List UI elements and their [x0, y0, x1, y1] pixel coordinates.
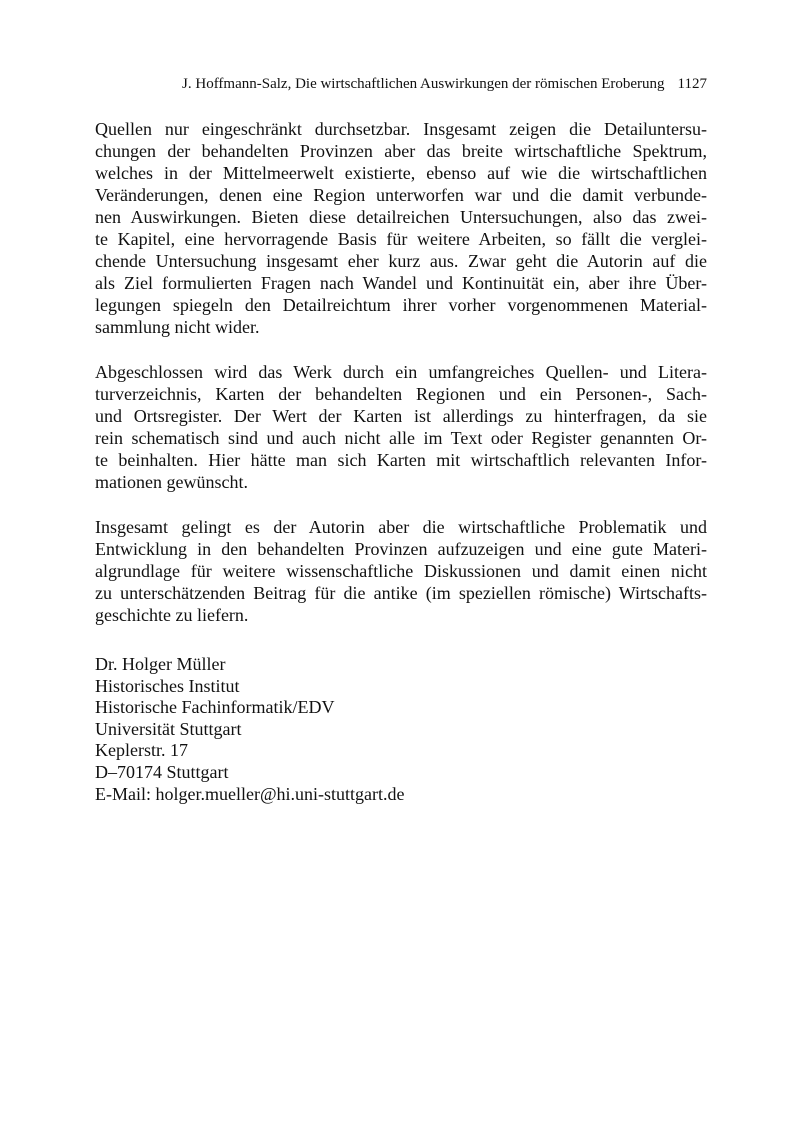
- text-line: te beinhalten. Hier hätte man sich Karten mit wirtschaftlich relevanten Infor-: [95, 450, 707, 470]
- text-line: welches in der Mittelmeerwelt existierte, ebenso auf wie die wirtschaftlichen: [95, 163, 707, 183]
- text-line: algrundlage für weitere wissenschaftliche Diskussionen und damit einen nicht: [95, 561, 707, 581]
- postal-city: D–70174 Stuttgart: [95, 761, 229, 782]
- text-line: Insgesamt gelingt es der Autorin aber die wirtschaftliche Problematik und: [95, 517, 707, 537]
- text-line: mationen gewünscht.: [95, 472, 248, 492]
- text-line: chungen der behandelten Provinzen aber das breite wirtschaftliche Spektrum,: [95, 141, 707, 161]
- text-line: rein schematisch sind und auch nicht alle im Text oder Register genannten Or-: [95, 428, 707, 448]
- text-line: nen Auswirkungen. Bieten diese detailreichen Untersuchungen, also das zwei-: [95, 207, 707, 227]
- email: E-Mail: holger.mueller@hi.uni-stuttgart.de: [95, 783, 405, 804]
- text-line: Veränderungen, denen eine Region unterworfen war und die damit verbunde-: [95, 185, 707, 205]
- department: Historische Fachinformatik/EDV: [95, 697, 335, 718]
- page-number: 1127: [677, 76, 707, 92]
- street: Keplerstr. 17: [95, 740, 188, 761]
- text-line: legungen spiegeln den Detailreichtum ihrer vorher vorgenommenen Material-: [95, 295, 707, 315]
- text-line: zu unterschätzenden Beitrag für die antike (im speziellen römische) Wirtschafts-: [95, 583, 707, 603]
- text-line: geschichte zu liefern.: [95, 605, 249, 625]
- text-line: turverzeichnis, Karten der behandelten Regionen und ein Personen-, Sach-: [95, 384, 707, 404]
- text-line: te Kapitel, eine hervorragende Basis für weitere Arbeiten, so fällt die verglei-: [95, 229, 707, 249]
- institute: Historisches Institut: [95, 675, 240, 696]
- text-line: als Ziel formulierten Fragen nach Wandel und Kontinuität ein, aber ihre Über-: [95, 273, 707, 293]
- text-line: Quellen nur eingeschränkt durchsetzbar. Insgesamt zeigen die Detailuntersu-: [95, 119, 707, 139]
- author-address: [95, 654, 707, 805]
- text-line: Entwicklung in den behandelten Provinzen aufzuzeigen und eine gute Materi-: [95, 539, 707, 559]
- paragraph-summary: [95, 516, 707, 626]
- text-line: sammlung nicht wider.: [95, 317, 260, 337]
- university: Universität Stuttgart: [95, 718, 242, 739]
- paragraph-appendix: [95, 361, 707, 493]
- text-line: chende Untersuchung insgesamt eher kurz aus. Zwar geht die Autorin auf die: [95, 251, 707, 271]
- running-title: J. Hoffmann-Salz, Die wirtschaftlichen Auswirkungen der römischen Eroberung: [182, 76, 665, 92]
- running-header: [95, 74, 707, 94]
- review-body: [95, 118, 707, 649]
- text-line: Abgeschlossen wird das Werk durch ein umfangreiches Quellen- und Litera-: [95, 362, 707, 382]
- author-name: Dr. Holger Müller: [95, 654, 226, 674]
- paragraph-conclusion-detail: [95, 118, 707, 338]
- text-line: und Ortsregister. Der Wert der Karten ist allerdings zu hinterfragen, da sie: [95, 406, 707, 426]
